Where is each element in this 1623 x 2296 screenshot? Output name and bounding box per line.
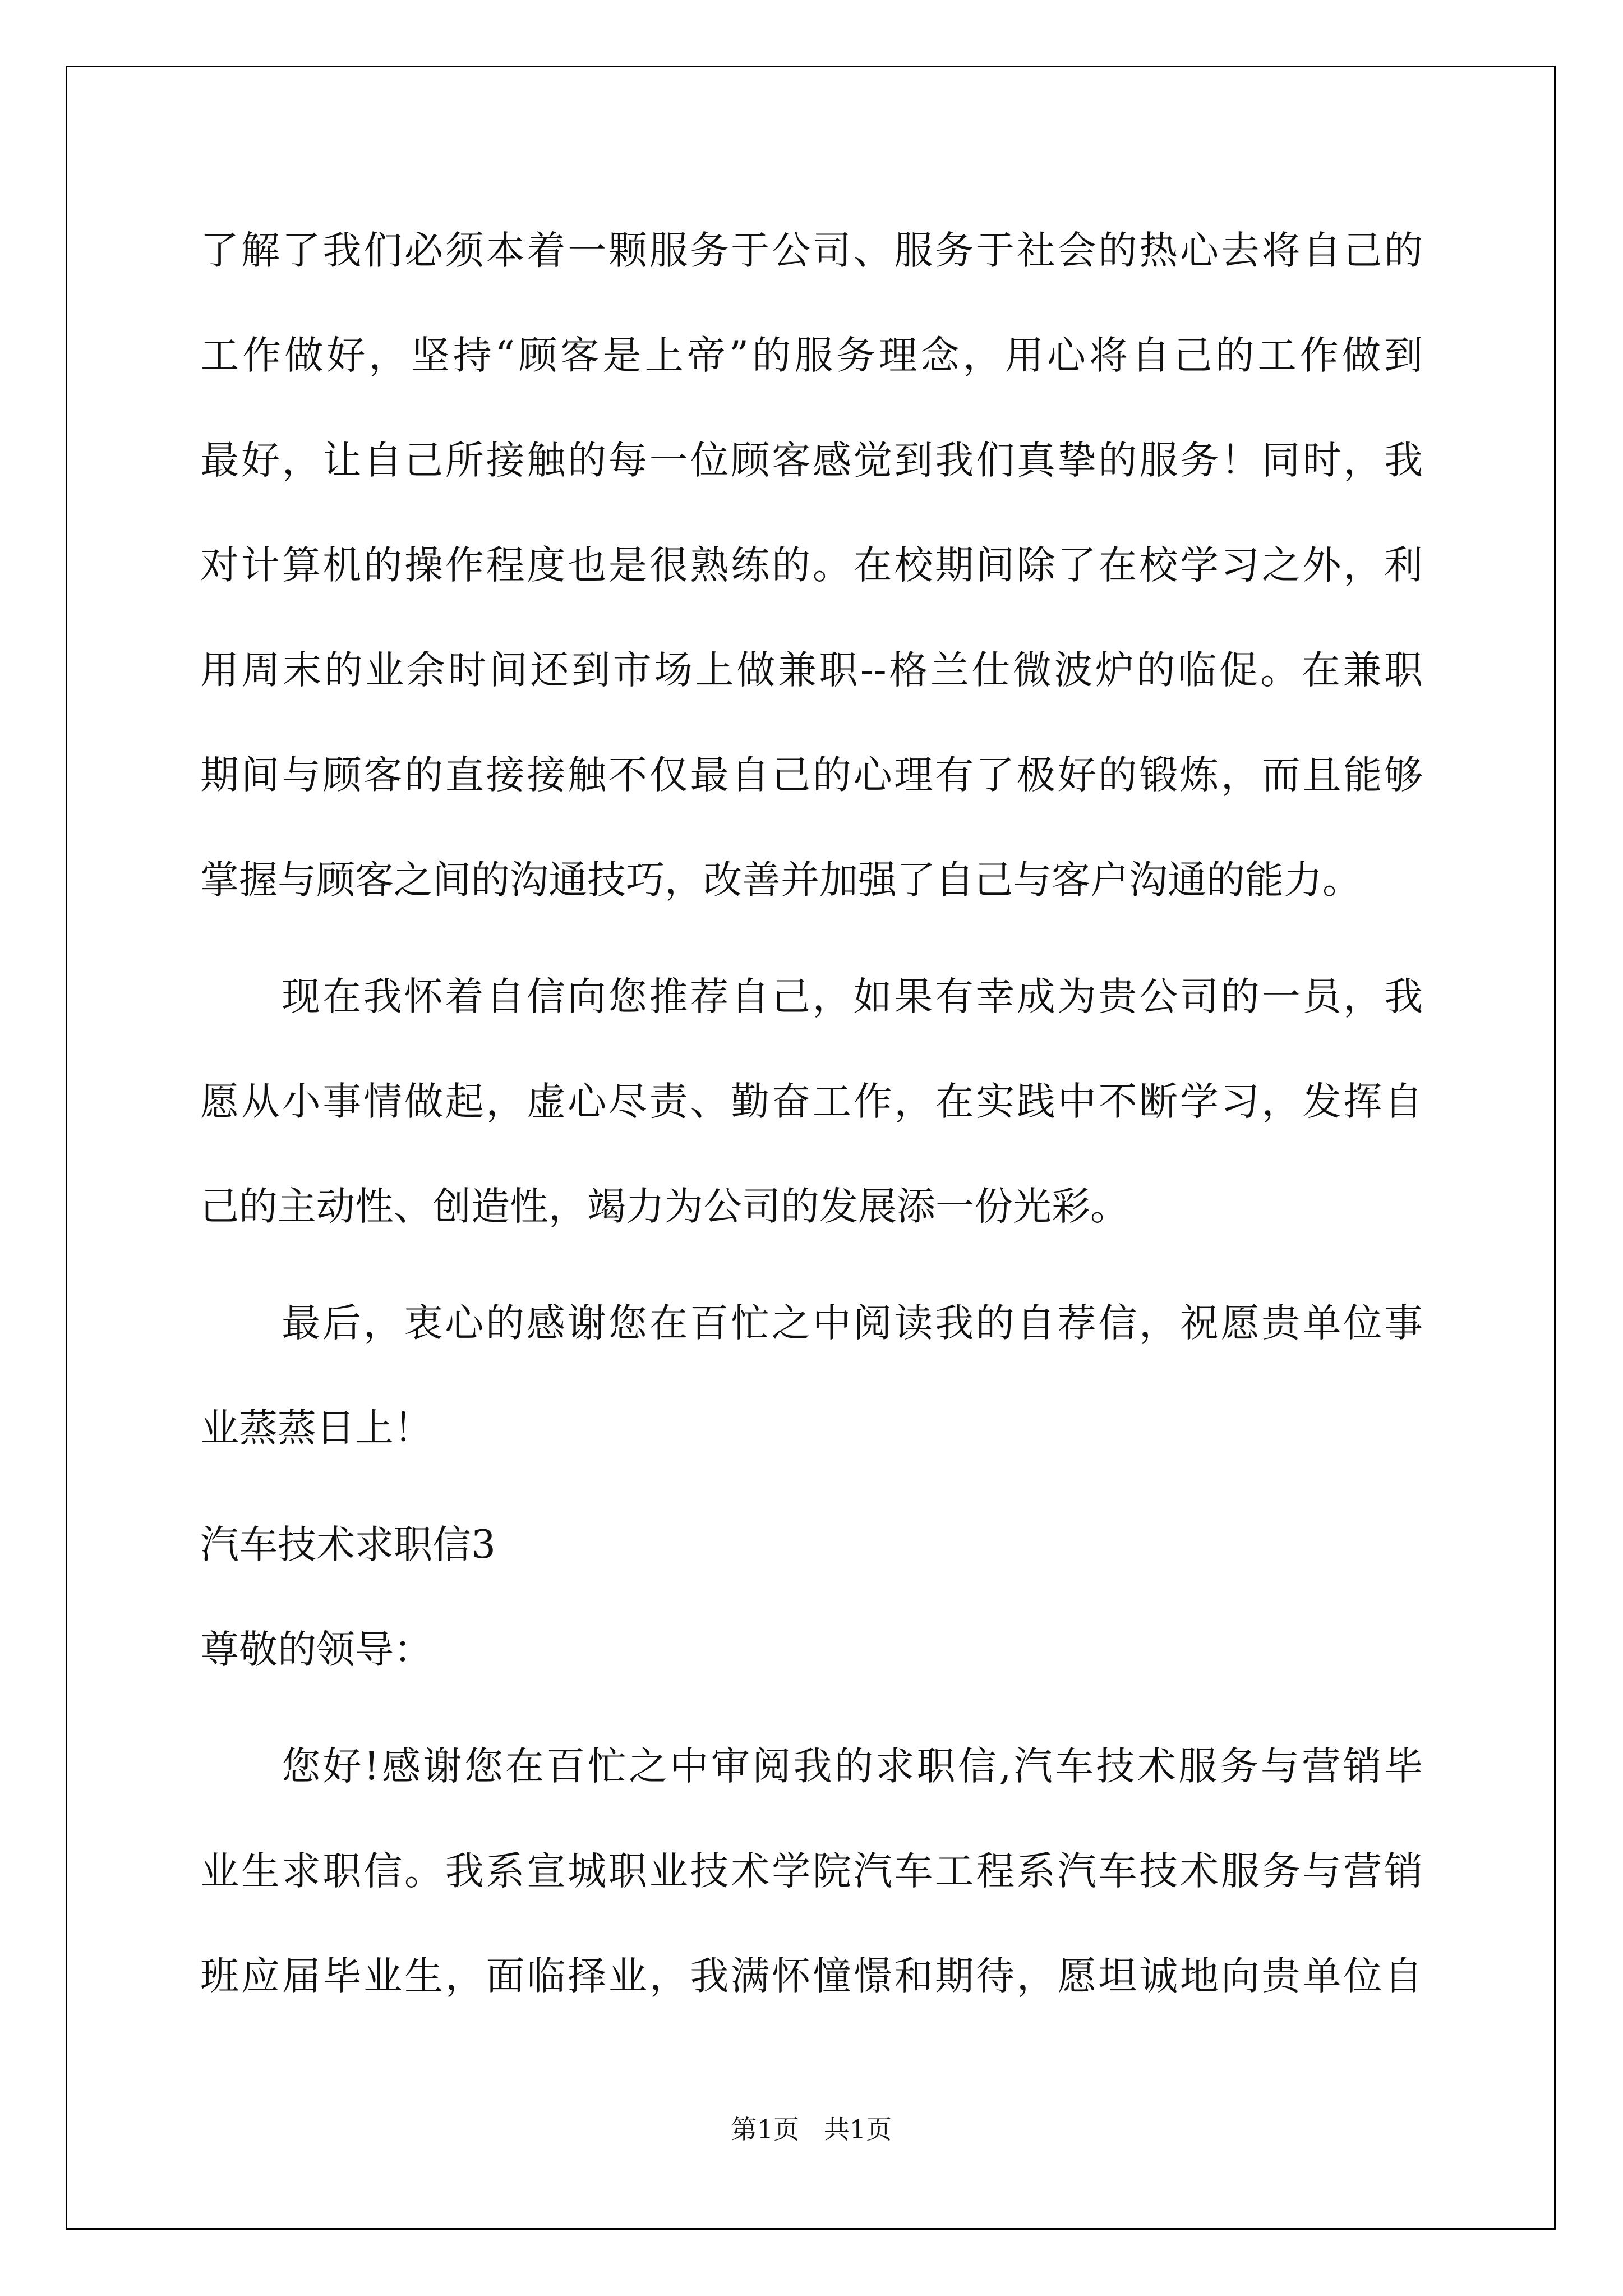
text-line: 业生求职信。我系宣城职业技术学院汽车工程系汽车技术服务与营销 xyxy=(200,1849,1423,1894)
paragraph-start: 现在我怀着自信向您推荐自己，如果有幸成为贵公司的一员，我 xyxy=(282,974,1423,1019)
section-title: 汽车技术求职信3 xyxy=(200,1522,496,1567)
text-line: 期间与顾客的直接接触不仅最自己的心理有了极好的锻炼，而且能够 xyxy=(200,753,1423,798)
text-line: 工作做好，坚持“顾客是上帝”的服务理念，用心将自己的工作做到 xyxy=(200,333,1423,378)
text-line: 对计算机的操作程度也是很熟练的。在校期间除了在校学习之外，利 xyxy=(200,543,1423,588)
text-line: 最好，让自己所接触的每一位顾客感觉到我们真挚的服务！同时，我 xyxy=(200,438,1423,483)
salutation: 尊敬的领导： xyxy=(200,1627,432,1672)
text-line: 愿从小事情做起，虚心尽责、勤奋工作，在实践中不断学习，发挥自 xyxy=(200,1079,1423,1124)
page-footer: 第1页 共1页 xyxy=(731,2114,892,2145)
paragraph-start: 您好!感谢您在百忙之中审阅我的求职信,汽车技术服务与营销毕 xyxy=(282,1744,1423,1789)
text-line: 己的主动性、创造性，竭力为公司的发展添一份光彩。 xyxy=(200,1184,1129,1229)
paragraph-start: 最后，衷心的感谢您在百忙之中阅读我的自荐信，祝愿贵单位事 xyxy=(282,1301,1423,1346)
page-border xyxy=(66,66,1556,2230)
text-line: 了解了我们必须本着一颗服务于公司、服务于社会的热心去将自己的 xyxy=(200,228,1423,273)
text-line: 业蒸蒸日上！ xyxy=(200,1406,432,1451)
text-line: 用周末的业余时间还到市场上做兼职--格兰仕微波炉的临促。在兼职 xyxy=(200,648,1423,693)
text-line: 班应届毕业生，面临择业，我满怀憧憬和期待，愿坦诚地向贵单位自 xyxy=(200,1954,1423,1999)
text-line: 掌握与顾客之间的沟通技巧，改善并加强了自己与客户沟通的能力。 xyxy=(200,858,1361,903)
